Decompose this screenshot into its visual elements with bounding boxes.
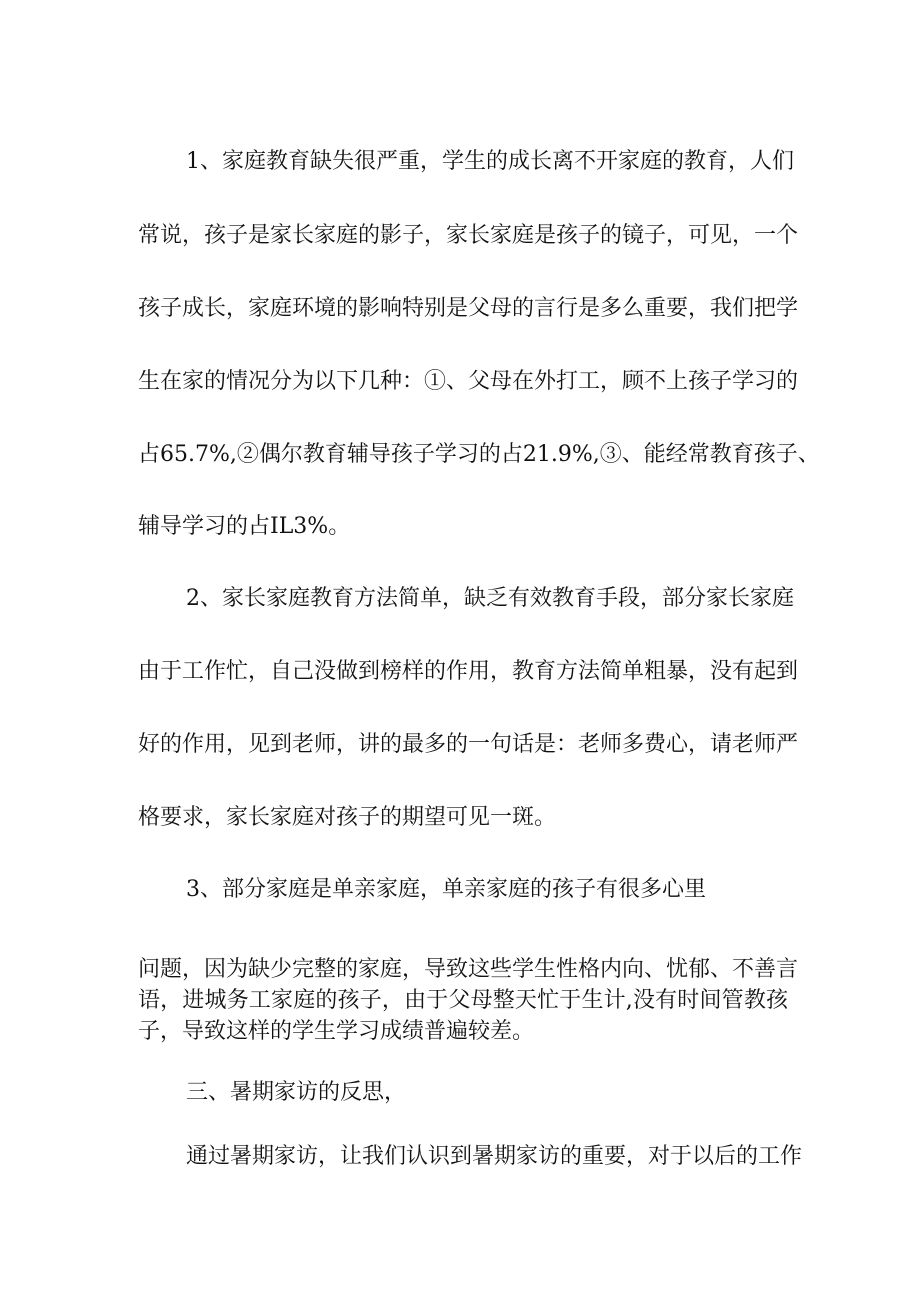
- paragraph-2-line-4: 格要求，家长家庭对孩子的期望可见一斑。: [138, 805, 557, 830]
- paragraph-1-line-4: 生在家的情况分为以下几种：①、父母在外打工，顾不上孩子学习的: [138, 369, 799, 394]
- paragraph-4-line-1: 通过暑期家访，让我们认识到暑期家访的重要，对于以后的工作: [186, 1144, 803, 1169]
- paragraph-3-line-2: 问题，因为缺少完整的家庭，导致这些学生性格内向、忧郁、不善言: [138, 957, 799, 982]
- paragraph-1-line-5: 占65.7%,②偶尔教育辅导孩子学习的占21.9%,③、能经常教育孩子、: [138, 442, 820, 467]
- paragraph-3-line-1: 3、部分家庭是单亲家庭，单亲家庭的孩子有很多心里: [186, 877, 706, 902]
- paragraph-3-line-4: 子，导致这样的学生学习成绩普遍较差。: [138, 1019, 535, 1044]
- paragraph-1-line-6: 辅导学习的占IL3%。: [138, 514, 351, 539]
- paragraph-2-line-2: 由于工作忙，自己没做到榜样的作用，教育方法简单粗暴，没有起到: [138, 659, 799, 684]
- section-heading: 三、暑期家访的反思，: [186, 1080, 407, 1105]
- paragraph-1-line-2: 常说，孩子是家长家庭的影子，家长家庭是孩子的镜子，可见，一个: [138, 223, 799, 248]
- paragraph-2-line-1: 2、家长家庭教育方法简单，缺乏有效教育手段，部分家长家庭: [186, 586, 794, 611]
- paragraph-2-line-3: 好的作用，见到老师，讲的最多的一句话是：老师多费心，请老师严: [138, 732, 799, 757]
- paragraph-3-line-3: 语，进城务工家庭的孩子，由于父母整天忙于生计,没有时间管教孩: [138, 988, 788, 1013]
- paragraph-1-line-3: 孩子成长，家庭环境的影响特别是父母的言行是多么重要，我们把学: [138, 296, 799, 321]
- paragraph-1-line-1: 1、家庭教育缺失很严重，学生的成长离不开家庭的教育，人们: [186, 149, 794, 174]
